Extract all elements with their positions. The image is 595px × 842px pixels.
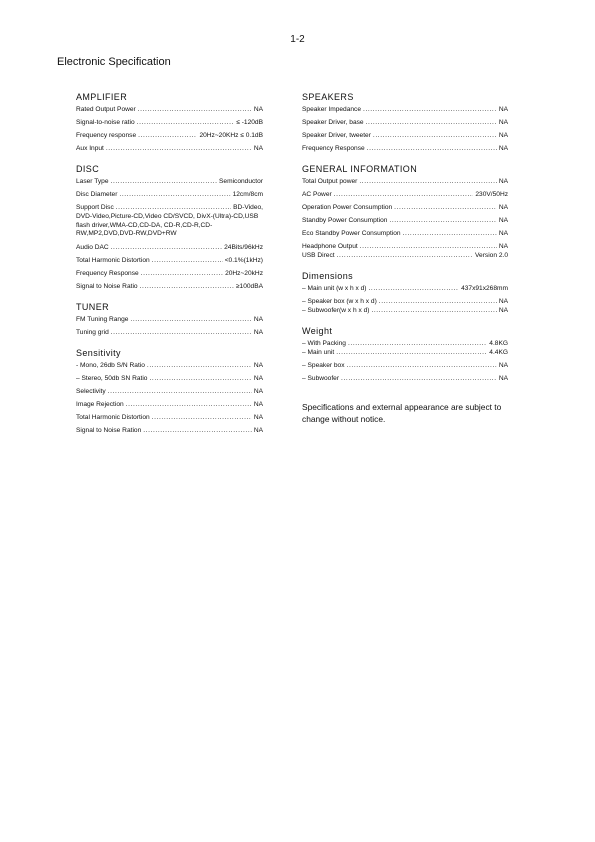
spec-label: Aux Input [76, 145, 104, 152]
spec-value: NA [253, 361, 263, 369]
spec-value: 437x91x268mm [461, 285, 508, 292]
leader-dots [360, 243, 497, 251]
weight-heading: Weight [302, 326, 333, 336]
amplifier-heading: AMPLIFIER [76, 92, 128, 102]
spec-label: – With Packing [302, 340, 346, 347]
spec-label: Speaker Driver, base [302, 119, 364, 126]
spec-label: Total Harmonic Distortion [76, 413, 150, 421]
spec-value: NA [253, 145, 263, 152]
leader-dots [366, 119, 497, 127]
spec-row [76, 388, 263, 396]
spec-value: 4.4KG [489, 349, 508, 356]
spec-value: NA [498, 106, 508, 113]
leader-dots [140, 283, 234, 291]
leader-dots [359, 178, 496, 186]
dimensions-heading: Dimensions [302, 271, 354, 281]
spec-row [76, 204, 263, 212]
spec-row [302, 252, 508, 260]
leader-dots [130, 316, 251, 324]
spec-value: ≤ -120dB [236, 119, 263, 126]
sensitivity-section [76, 362, 263, 435]
spec-value: 24Bits/96kHz [224, 243, 263, 251]
leader-dots [143, 427, 252, 435]
spec-row [76, 283, 263, 291]
spec-label: Operation Power Consumption [302, 204, 393, 211]
spec-row [302, 204, 508, 212]
spec-row [302, 119, 508, 127]
spec-value: NA [498, 119, 508, 126]
leader-dots [111, 244, 223, 252]
leader-dots [367, 145, 497, 153]
spec-value: BD-Video, [233, 204, 263, 211]
leader-dots [108, 388, 252, 396]
spec-row [302, 217, 508, 225]
spec-value: NA [498, 204, 508, 211]
spec-row [302, 145, 508, 153]
leader-dots [389, 217, 496, 225]
spec-value: 230V/50Hz [475, 191, 508, 198]
spec-value: <0.1%(1kHz) [224, 256, 263, 264]
spec-label: Signal to Noise Ration [76, 426, 142, 434]
general-information-heading: GENERAL INFORMATION [302, 164, 418, 174]
leader-dots [363, 106, 497, 114]
spec-value: NA [253, 374, 263, 382]
spec-label: Standby Power Consumption [302, 217, 388, 224]
leader-dots [138, 106, 252, 114]
spec-label: Image Rejection [76, 400, 124, 408]
spec-row [302, 340, 508, 348]
spec-value: 12cm/8cm [232, 191, 263, 198]
leader-dots [337, 252, 473, 260]
support-disc-list: DVD-Video,Picture-CD,Video CD/SVCD, DivX-(Ultra)-CD,USB flash driver,WMA-CD,CD-DA, CD-R,CD-R,CD-RW,MP2,DVD,DVD-RW,DVD+RW [76, 213, 259, 237]
speakers-section [302, 106, 508, 153]
spec-value: Version 2.0 [475, 252, 508, 259]
spec-label: - Mono, 26db S/N Ratio [76, 361, 145, 369]
amplifier-section [76, 106, 263, 153]
spec-label: Total Harmonic Distortion [76, 256, 150, 264]
spec-value: NA [498, 375, 508, 382]
spec-value: NA [498, 243, 508, 250]
spec-row [302, 132, 508, 140]
spec-row [76, 191, 263, 199]
spec-value: NA [498, 362, 508, 369]
spec-label: Signal-to-noise ratio [76, 119, 135, 126]
spec-value: NA [253, 106, 263, 113]
spec-label: Eco Standby Power Consumption [302, 230, 401, 237]
spec-label: – Stereo, 50db SN Ratio [76, 374, 148, 382]
spec-value: NA [253, 413, 263, 421]
spec-value: NA [253, 315, 263, 323]
spec-row [76, 119, 263, 127]
spec-label: Total Output power [302, 178, 358, 185]
leader-dots [116, 204, 231, 212]
leader-dots [147, 362, 252, 370]
spec-value: NA [498, 298, 508, 305]
left-column [76, 92, 263, 440]
spec-label: Support Disc [76, 204, 114, 211]
spec-row [302, 191, 508, 199]
spec-row [76, 329, 263, 337]
spec-row [302, 243, 508, 251]
disc-heading: DISC [76, 164, 100, 174]
leader-dots [394, 204, 497, 212]
spec-value: NA [498, 230, 508, 237]
spec-value: 20Hz~20KHz ≤ 0.1dB [199, 132, 263, 139]
page-number: 1-2 [290, 34, 305, 45]
leader-dots [152, 414, 252, 422]
spec-row [302, 230, 508, 238]
spec-value: NA [253, 387, 263, 395]
spec-value: Semiconductor [219, 178, 263, 185]
spec-row [302, 375, 508, 383]
leader-dots [149, 375, 251, 383]
spec-label: Laser Type [76, 178, 109, 185]
spec-label: – Subwoofer(w x h x d) [302, 307, 370, 314]
spec-label: – Main unit (w x h x d) [302, 285, 367, 292]
spec-row [302, 106, 508, 114]
spec-label: Frequency Response [302, 145, 365, 152]
leader-dots [138, 132, 197, 140]
leader-dots [126, 401, 252, 409]
spec-label: Headphone Output [302, 243, 358, 250]
spec-value: NA [253, 426, 263, 434]
spec-row [76, 106, 263, 114]
spec-row [76, 401, 263, 409]
spec-label: Speaker Impedance [302, 106, 362, 113]
spec-label: Disc Diameter [76, 191, 118, 198]
spec-row [302, 285, 508, 293]
spec-label: USB Direct [302, 252, 335, 259]
spec-row [76, 427, 263, 435]
right-column [302, 92, 508, 425]
leader-dots [141, 270, 223, 278]
leader-dots [369, 285, 460, 293]
spec-row [302, 178, 508, 186]
spec-label: AC Power [302, 191, 332, 198]
general-information-section [302, 178, 508, 260]
spec-label: FM Tuning Range [76, 315, 129, 323]
spec-value: 4.8KG [489, 340, 508, 347]
weight-section [302, 340, 508, 383]
spec-row [76, 244, 263, 252]
leader-dots [111, 178, 218, 186]
spec-value: NA [253, 328, 263, 336]
dimensions-section [302, 285, 508, 315]
spec-row [76, 257, 263, 265]
spec-value: NA [498, 307, 508, 314]
speakers-heading: SPEAKERS [302, 92, 354, 102]
leader-dots [111, 329, 252, 337]
disclaimer-note: Specifications and external appearance are subject to change without notice. [302, 402, 502, 424]
disc-section [76, 178, 263, 291]
spec-label: Selectivity [76, 387, 106, 395]
spec-label: – Speaker box [302, 362, 345, 369]
spec-row [302, 349, 508, 357]
spec-label: – Main unit [302, 349, 335, 356]
leader-dots [341, 375, 497, 383]
spec-row [76, 145, 263, 153]
spec-label: Rated Output Power [76, 106, 136, 113]
spec-label: – Speaker box (w x h x d) [302, 298, 377, 305]
spec-row [302, 362, 508, 370]
spec-row [76, 362, 263, 370]
spec-value: NA [498, 132, 508, 139]
leader-dots [371, 307, 496, 315]
spec-label: Frequency Response [76, 269, 139, 277]
leader-dots [137, 119, 235, 127]
spec-row [76, 414, 263, 422]
spec-label: Tuning grid [76, 328, 109, 336]
page-title: Electronic Specification [57, 56, 171, 68]
spec-label: – Subwoofer [302, 375, 340, 382]
leader-dots [119, 191, 230, 199]
spec-row [302, 298, 508, 306]
spec-value: NA [498, 217, 508, 224]
leader-dots [347, 362, 497, 370]
sensitivity-heading: Sensitivity [76, 347, 121, 358]
spec-value: NA [253, 400, 263, 408]
spec-value: ≥100dBA [235, 282, 263, 290]
leader-dots [334, 191, 474, 199]
spec-row [76, 375, 263, 383]
leader-dots [373, 132, 497, 140]
spec-label: Speaker Driver, tweeter [302, 132, 371, 139]
spec-row [76, 178, 263, 186]
leader-dots [106, 145, 252, 153]
spec-label: Frequency response [76, 132, 137, 139]
leader-dots [403, 230, 497, 238]
spec-row [76, 316, 263, 324]
leader-dots [336, 349, 487, 357]
spec-label: Audio DAC [76, 243, 109, 251]
tuner-section [76, 316, 263, 337]
spec-label: Signal to Noise Ratio [76, 282, 138, 290]
tuner-heading: TUNER [76, 301, 109, 312]
spec-row [76, 270, 263, 278]
leader-dots [379, 298, 497, 306]
leader-dots [348, 340, 487, 348]
spec-row [302, 307, 508, 315]
spec-row [76, 132, 263, 140]
spec-value: 20Hz~20kHz [225, 269, 263, 277]
spec-value: NA [498, 178, 508, 185]
spec-value: NA [498, 145, 508, 152]
leader-dots [152, 257, 223, 265]
